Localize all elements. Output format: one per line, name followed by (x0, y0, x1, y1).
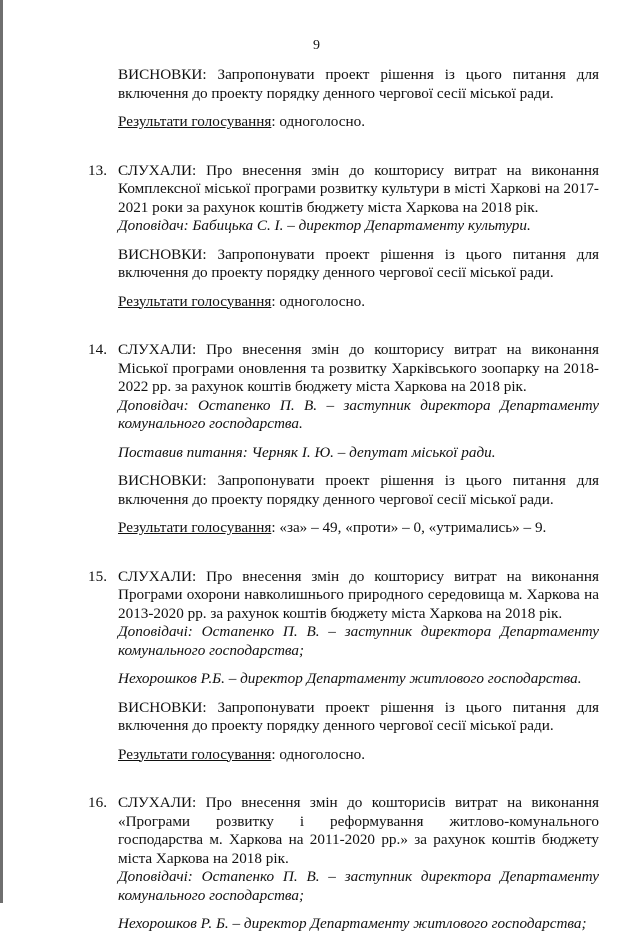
heard-paragraph (118, 794, 599, 868)
agenda-item-14 (88, 341, 600, 538)
page-edge-shadow (0, 0, 3, 903)
heard-paragraph (118, 162, 599, 218)
item-number: 14. (88, 341, 107, 358)
heard-text: Про внесення змін до кошторисів витрат на виконання «Програми розвитку і реформування житлово-комунального господарства м. Харкова на 2011-2020 рр.» за рахунок коштів бюджету міста Харкова на 2018 рік. (118, 794, 599, 867)
vote-text: : «за» – 49, «проти» – 0, «утримались» – 9. (271, 519, 547, 536)
heard-text: Про внесення змін до кошторису витрат на виконання Програми охорони навколишнього природного середовища м. Харкова на 2013-2020 рр. за рахунок коштів бюджету міста Харкова на 2018 рік. (118, 567, 599, 622)
speaker: Доповідач: Бабицька С. І. – директор Департаменту культури. (118, 217, 531, 234)
agenda-item-15 (88, 567, 600, 765)
heard-paragraph (118, 568, 599, 624)
vote-label: Результати голосування (118, 519, 272, 536)
vote-label: Результати голосування (118, 745, 272, 763)
vote-result (118, 746, 599, 765)
conclusion-paragraph (118, 699, 599, 736)
conclusion-paragraph (118, 472, 599, 509)
conclusion-text: Запропонувати проект рішення із цього питання для включення до проекту порядку денного чергової сесії міської ради. (118, 66, 600, 102)
item-number: 15. (88, 567, 107, 585)
conclusion-label: ВИСНОВКИ: (118, 245, 207, 263)
co-speaker: Нехорошков Р. Б. – директор Департаменту житлового господарства; (118, 915, 587, 932)
heard-label: СЛУХАЛИ: (118, 341, 197, 358)
vote-text: : одноголосно. (271, 745, 366, 763)
conclusion-text: Запропонувати проект рішення із цього питання для включення до проекту порядку денного чергової сесії міської ради. (118, 698, 600, 734)
document-body (88, 66, 600, 934)
speaker: Доповідач: Остапенко П. В. – заступник директора Департаменту комунального господарства. (118, 396, 599, 432)
conclusion-text: Запропонувати проект рішення із цього питання для включення до проекту порядку денного чергової сесії міської ради. (118, 245, 600, 281)
conclusion-paragraph (118, 246, 599, 283)
heard-paragraph (118, 341, 599, 397)
item-number: 16. (88, 794, 107, 811)
vote-label: Результати голосування (118, 113, 272, 130)
co-speaker: Нехорошков Р.Б. – директор Департаменту житлового господарства. (118, 670, 582, 687)
speaker: Доповідачі: Остапенко П. В. – заступник директора Департаменту комунального господарства; (118, 623, 599, 659)
page-number: 9 (313, 38, 320, 53)
heard-label: СЛУХАЛИ: (118, 567, 197, 585)
heard-text: Про внесення змін до кошторису витрат на виконання Комплексної міської програми розвитку культури в місті Харкові на 2017-2021 роки за рахунок коштів бюджету міста Харкова на 2018 рік. (118, 161, 599, 216)
agenda-item-16 (88, 794, 599, 934)
conclusion-label: ВИСНОВКИ: (118, 472, 207, 489)
heard-text: Про внесення змін до кошторису витрат на виконання Міської програми оновлення та розвитку Харківського зоопарку на 2018-2022 рр. за рахунок коштів бюджету міста Харкова на 2018 рік. (118, 341, 599, 395)
vote-result (118, 293, 599, 312)
speaker: Доповідачі: Остапенко П. В. – заступник директора Департаменту комунального господарства; (118, 868, 599, 904)
heard-label: СЛУХАЛИ: (118, 161, 197, 179)
vote-text: : одноголосно. (271, 113, 366, 130)
conclusion-text: Запропонувати проект рішення із цього питання для включення до проекту порядку денного чергової сесії міської ради. (118, 472, 600, 508)
conclusion-label: ВИСНОВКИ: (118, 66, 207, 83)
vote-text: : одноголосно. (271, 292, 366, 310)
agenda-item-13 (88, 161, 600, 312)
item-number: 13. (88, 161, 107, 179)
conclusion-label: ВИСНОВКИ: (118, 698, 207, 716)
vote-label: Результати голосування (118, 292, 272, 310)
vote-result (118, 113, 599, 132)
intro-block (118, 66, 599, 132)
raised-by: Поставив питання: Черняк І. Ю. – депутат міської ради. (118, 443, 496, 461)
vote-result (118, 519, 599, 538)
heard-label: СЛУХАЛИ: (118, 794, 197, 811)
conclusion-paragraph (118, 66, 599, 103)
